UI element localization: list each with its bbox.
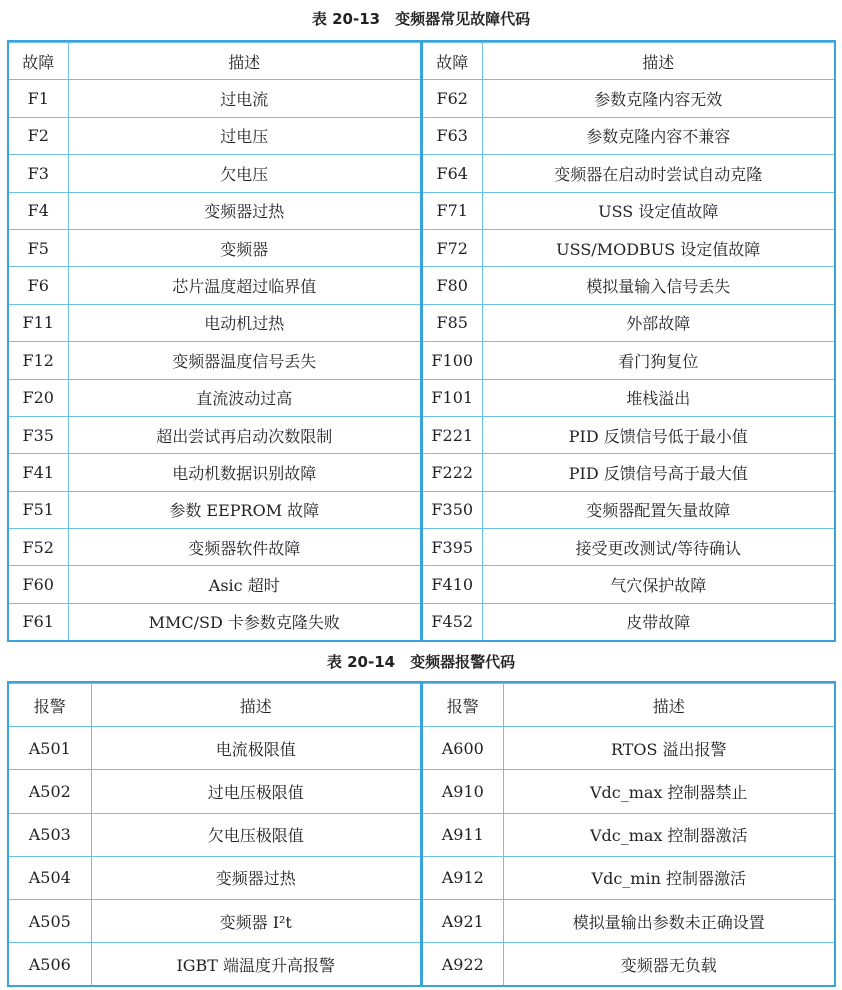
table-row: [423, 491, 834, 528]
table-row: [423, 770, 834, 813]
cell-description: Asic 超时: [68, 566, 420, 603]
table-row: [9, 899, 420, 942]
cell-code: F452: [423, 603, 482, 640]
cell-code: F5: [9, 229, 68, 266]
cell-description: USS 设定值故障: [482, 192, 834, 229]
cell-code: F101: [423, 379, 482, 416]
table-row: [9, 603, 420, 640]
table-row: [423, 80, 834, 117]
cell-description: 模拟量输出参数未正确设置: [503, 899, 834, 942]
cell-description: 电流极限值: [91, 727, 420, 770]
cell-description: 模拟量输入信号丢失: [482, 267, 834, 304]
table-header-row: [9, 684, 420, 727]
header-code: 故障: [423, 43, 482, 80]
cell-description: 变频器配置矢量故障: [482, 491, 834, 528]
cell-description: 参数 EEPROM 故障: [68, 491, 420, 528]
cell-description: 直流波动过高: [68, 379, 420, 416]
cell-code: A921: [423, 899, 503, 942]
table-row: [423, 603, 834, 640]
table-row: [423, 155, 834, 192]
cell-description: 变频器温度信号丢失: [68, 342, 420, 379]
table-row: [423, 117, 834, 154]
cell-code: A501: [9, 727, 91, 770]
cell-description: 电动机过热: [68, 304, 420, 341]
cell-description: 参数克隆内容不兼容: [482, 117, 834, 154]
cell-code: F72: [423, 229, 482, 266]
cell-code: F2: [9, 117, 68, 154]
cell-description: 芯片温度超过临界值: [68, 267, 420, 304]
table-row: [9, 416, 420, 453]
cell-description: USS/MODBUS 设定值故障: [482, 229, 834, 266]
cell-code: F395: [423, 529, 482, 566]
header-description: 描述: [68, 43, 420, 80]
table-row: [9, 267, 420, 304]
table-row: [9, 379, 420, 416]
cell-code: A503: [9, 813, 91, 856]
cell-description: 外部故障: [482, 304, 834, 341]
cell-description: MMC/SD 卡参数克隆失败: [68, 603, 420, 640]
cell-description: 超出尝试再启动次数限制: [68, 416, 420, 453]
table-row: [9, 856, 420, 899]
cell-code: F52: [9, 529, 68, 566]
cell-code: A912: [423, 856, 503, 899]
table-row: [9, 80, 420, 117]
cell-description: 变频器 I²t: [91, 899, 420, 942]
cell-description: Vdc_max 控制器激活: [503, 813, 834, 856]
table-row: [423, 454, 834, 491]
cell-code: F11: [9, 304, 68, 341]
table-row: [9, 529, 420, 566]
cell-code: F222: [423, 454, 482, 491]
cell-description: PID 反馈信号低于最小值: [482, 416, 834, 453]
cell-code: F3: [9, 155, 68, 192]
cell-code: F51: [9, 491, 68, 528]
cell-description: 皮带故障: [482, 603, 834, 640]
header-description: 描述: [91, 684, 420, 727]
table-row: [423, 899, 834, 942]
cell-code: F6: [9, 267, 68, 304]
table-row: [423, 304, 834, 341]
alarm-table-right: [423, 683, 834, 985]
table-row: [423, 856, 834, 899]
cell-code: F20: [9, 379, 68, 416]
table-20-14-caption: 表 20-14 变频器报警代码: [326, 653, 516, 671]
table-row: [423, 813, 834, 856]
cell-code: F12: [9, 342, 68, 379]
cell-code: F61: [9, 603, 68, 640]
table-row: [423, 192, 834, 229]
header-description: 描述: [503, 684, 834, 727]
table-row: [9, 943, 420, 985]
table-row: [9, 117, 420, 154]
cell-code: F63: [423, 117, 482, 154]
cell-description: 欠电压极限值: [91, 813, 420, 856]
cell-description: 过电压极限值: [91, 770, 420, 813]
header-code: 报警: [9, 684, 91, 727]
cell-description: 过电压: [68, 117, 420, 154]
table-header-row: [423, 43, 834, 80]
alarm-table-left: [9, 683, 420, 985]
cell-description: 参数克隆内容无效: [482, 80, 834, 117]
cell-code: F4: [9, 192, 68, 229]
header-code: 报警: [423, 684, 503, 727]
cell-description: 变频器无负载: [503, 943, 834, 985]
alarm-code-table: [7, 681, 836, 987]
table-row: [9, 229, 420, 266]
cell-description: 欠电压: [68, 155, 420, 192]
table-row: [423, 727, 834, 770]
table-row: [423, 529, 834, 566]
table-row: [9, 342, 420, 379]
cell-description: 变频器在启动时尝试自动克隆: [482, 155, 834, 192]
cell-description: 变频器: [68, 229, 420, 266]
header-description: 描述: [482, 43, 834, 80]
cell-description: 电动机数据识别故障: [68, 454, 420, 491]
cell-description: 过电流: [68, 80, 420, 117]
table-row: [423, 566, 834, 603]
table-row: [9, 566, 420, 603]
table-row: [423, 379, 834, 416]
fault-table-left: [9, 42, 420, 640]
cell-description: 堆栈溢出: [482, 379, 834, 416]
cell-code: F62: [423, 80, 482, 117]
cell-description: 变频器过热: [91, 856, 420, 899]
table-row: [9, 813, 420, 856]
cell-code: F41: [9, 454, 68, 491]
table-row: [423, 342, 834, 379]
cell-code: A506: [9, 943, 91, 985]
cell-code: A600: [423, 727, 503, 770]
table-row: [9, 304, 420, 341]
table-row: [423, 416, 834, 453]
cell-code: A910: [423, 770, 503, 813]
cell-code: F85: [423, 304, 482, 341]
cell-description: 变频器过热: [68, 192, 420, 229]
cell-code: A922: [423, 943, 503, 985]
fault-code-table: [7, 40, 836, 642]
cell-description: 看门狗复位: [482, 342, 834, 379]
table-row: [423, 267, 834, 304]
cell-code: F350: [423, 491, 482, 528]
table-row: [9, 155, 420, 192]
table-row: [9, 454, 420, 491]
table-row: [9, 192, 420, 229]
cell-description: Vdc_max 控制器禁止: [503, 770, 834, 813]
cell-code: A505: [9, 899, 91, 942]
table-row: [423, 229, 834, 266]
cell-code: F71: [423, 192, 482, 229]
table-row: [9, 727, 420, 770]
cell-description: PID 反馈信号高于最大值: [482, 454, 834, 491]
cell-code: F60: [9, 566, 68, 603]
cell-description: 变频器软件故障: [68, 529, 420, 566]
cell-code: F410: [423, 566, 482, 603]
cell-description: IGBT 端温度升高报警: [91, 943, 420, 985]
cell-description: RTOS 溢出报警: [503, 727, 834, 770]
cell-description: Vdc_min 控制器激活: [503, 856, 834, 899]
fault-table-right: [423, 42, 834, 640]
table-row: [423, 943, 834, 985]
cell-code: F1: [9, 80, 68, 117]
cell-code: A504: [9, 856, 91, 899]
table-header-row: [9, 43, 420, 80]
cell-code: F221: [423, 416, 482, 453]
cell-code: F35: [9, 416, 68, 453]
cell-code: A502: [9, 770, 91, 813]
cell-code: A911: [423, 813, 503, 856]
cell-code: F80: [423, 267, 482, 304]
cell-code: F64: [423, 155, 482, 192]
header-code: 故障: [9, 43, 68, 80]
cell-code: F100: [423, 342, 482, 379]
cell-description: 气穴保护故障: [482, 566, 834, 603]
table-header-row: [423, 684, 834, 727]
cell-description: 接受更改测试/等待确认: [482, 529, 834, 566]
table-20-13-caption: 表 20-13 变频器常见故障代码: [311, 10, 531, 28]
table-row: [9, 770, 420, 813]
table-row: [9, 491, 420, 528]
